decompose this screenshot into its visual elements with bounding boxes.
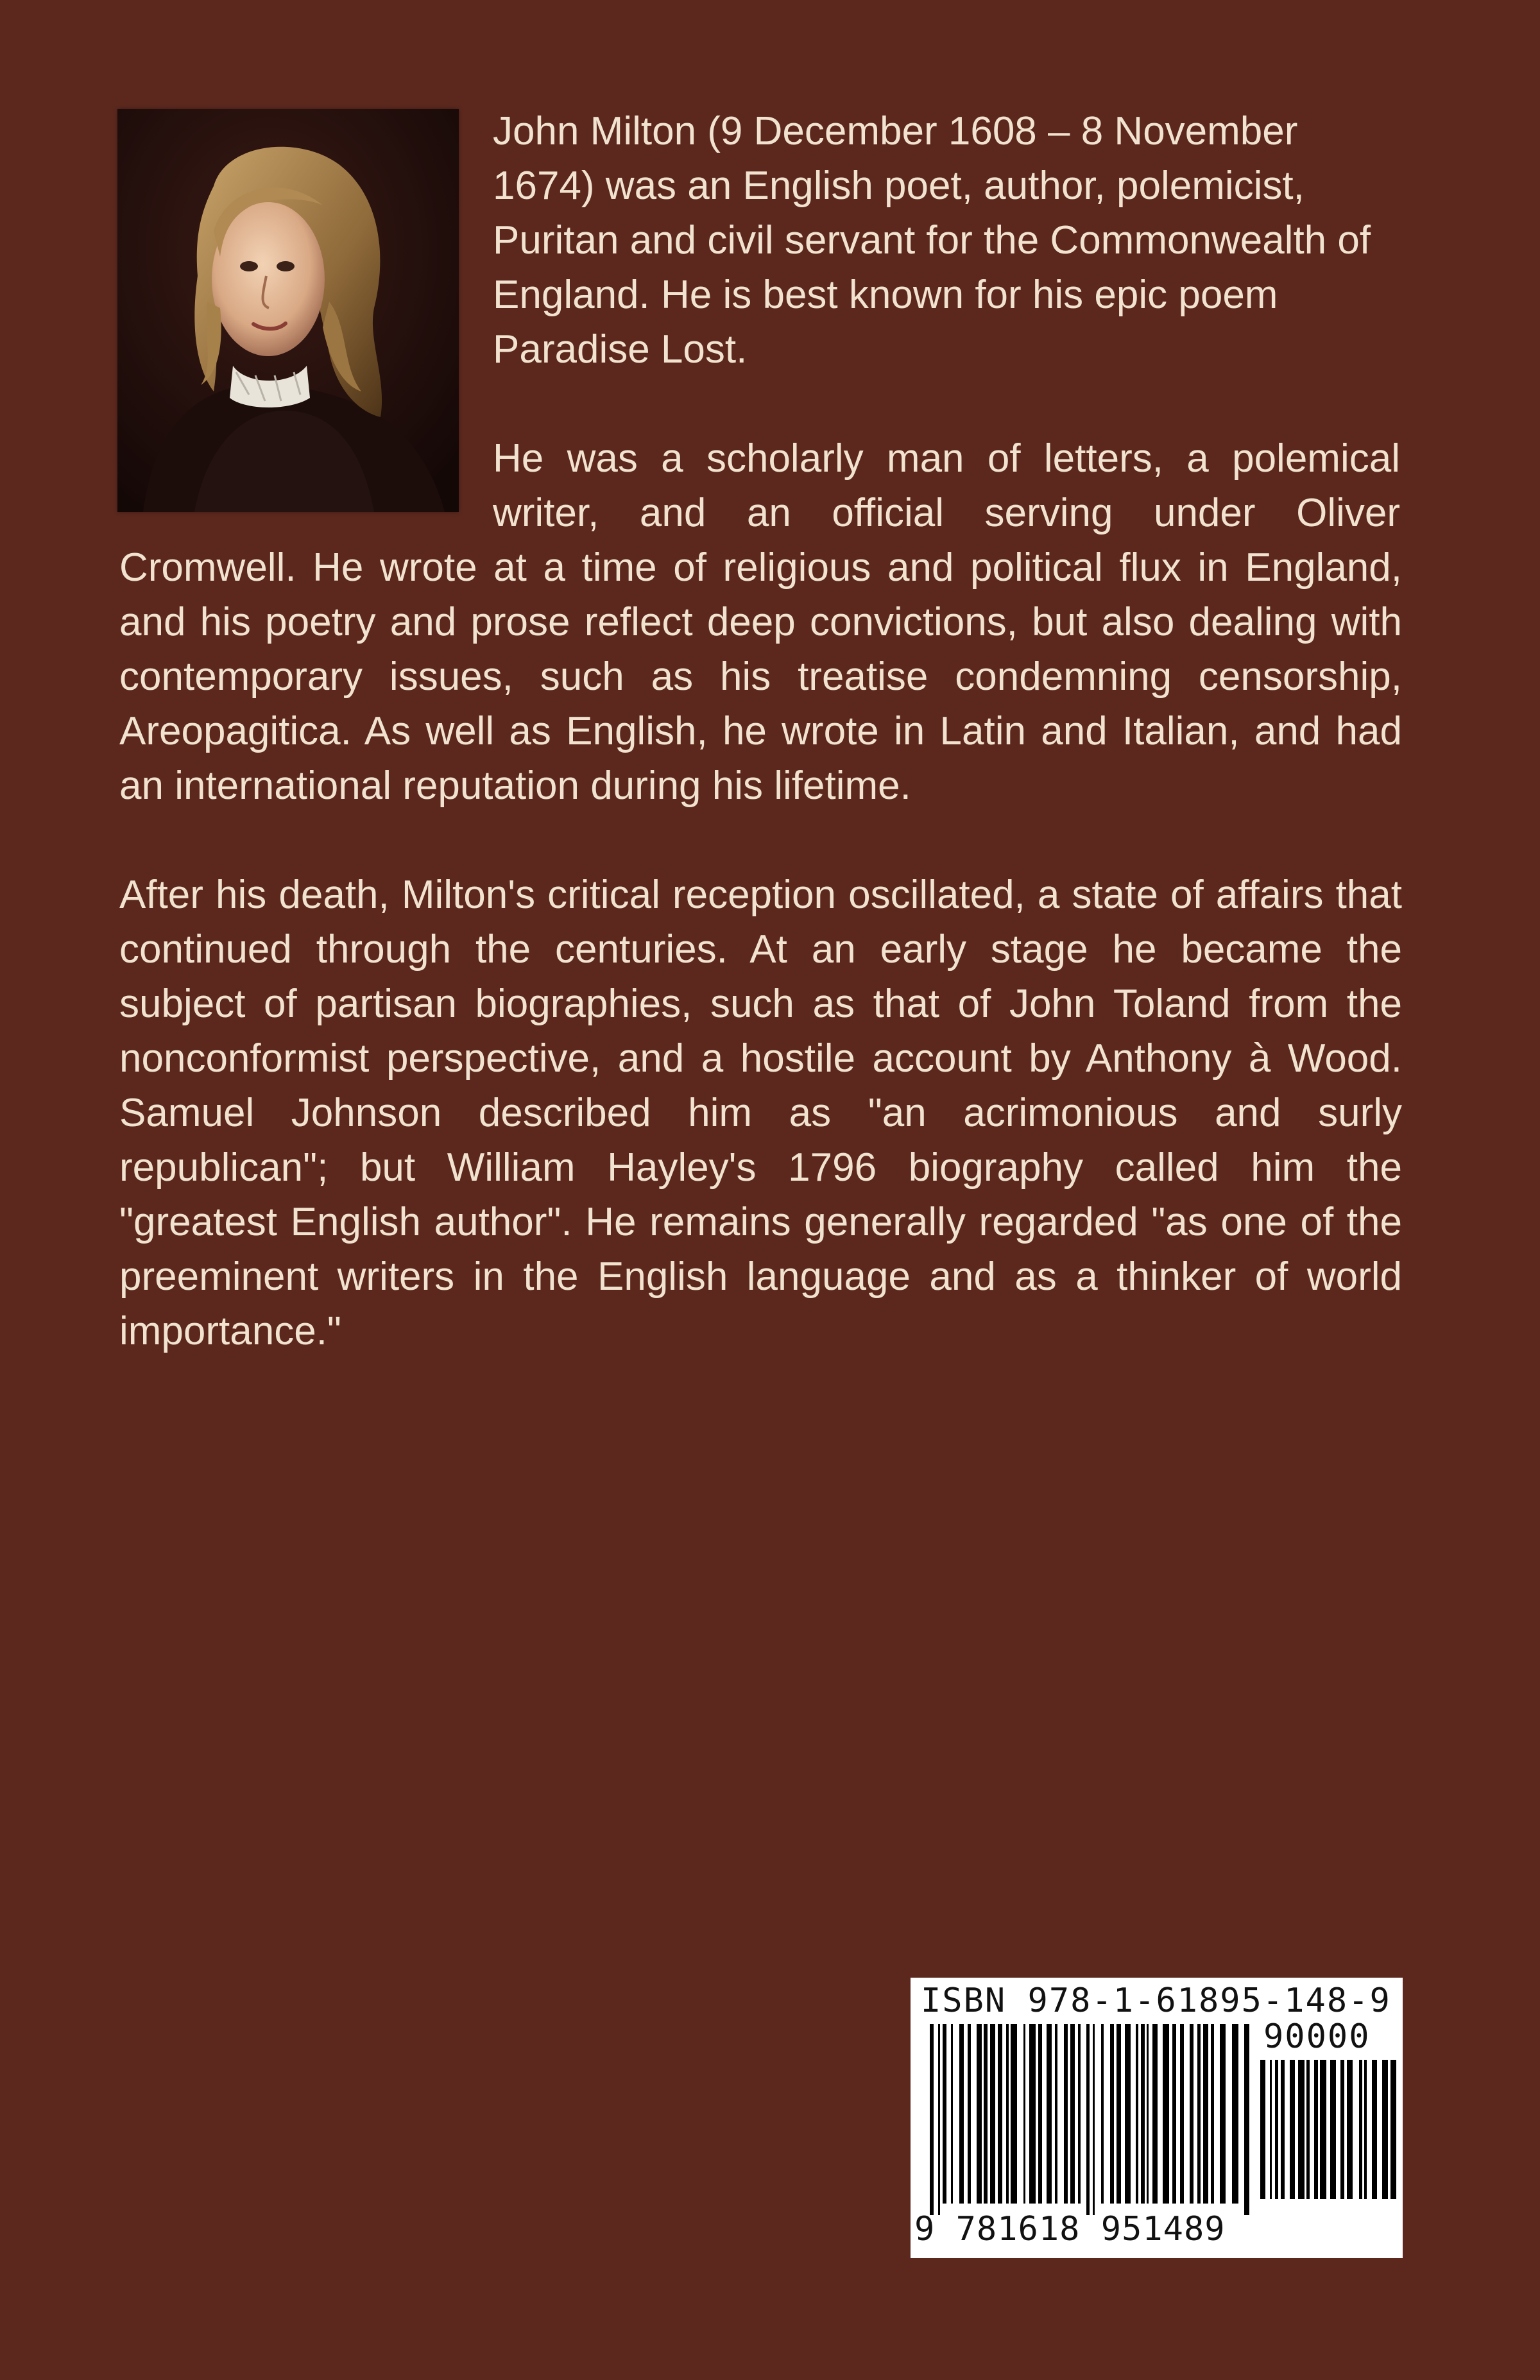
author-portrait [117, 109, 459, 512]
bio-paragraph-career: Cromwell. He wrote at a time of religious and political flux in England, and his poetry and prose reflect deep convictions, but also dealing with contemporary issues, such as his treatise condemning censorship, Areopagitica. As well as English, he wrote in Latin and Italian, and had an international reputation during his lifetime. [119, 545, 1402, 808]
isbn-barcode [911, 1978, 1403, 2258]
bio-paragraph-intro: John Milton (9 December 1608 – 8 November 1674) was an English poet, author, polemicist, Puritan and civil servant for the Commonwealth of England. He is best known for his epic poem Paradise Lost. [493, 109, 1371, 372]
portrait-of-john-milton-icon [117, 109, 459, 512]
isbn-label: ISBN 978-1-61895-148-9 [921, 1982, 1391, 2020]
price-addon-number: 90000 [1263, 2017, 1371, 2056]
bio-paragraph-legacy: After his death, Milton's critical reception oscillated, a state of affairs that continued through the centuries. At an early stage he became the subject of partisan biographies, such as that of John Toland from the nonconformist perspective, and a hostile account by Anthony à Wood. Samuel Johnson described him as "an acrimonious and surly republican"; but William Hayley's 1796 biography called him the "greatest English author". He remains generally regarded "as one of the preeminent writers in the English language and as a thinker of world importance." [119, 873, 1402, 1353]
ean-number: 9 781618 951489 [914, 2210, 1226, 2248]
bio-paragraph-career-start: He was a scholarly man of letters, a polemical writer, and an official serving under Oliver [493, 436, 1400, 535]
